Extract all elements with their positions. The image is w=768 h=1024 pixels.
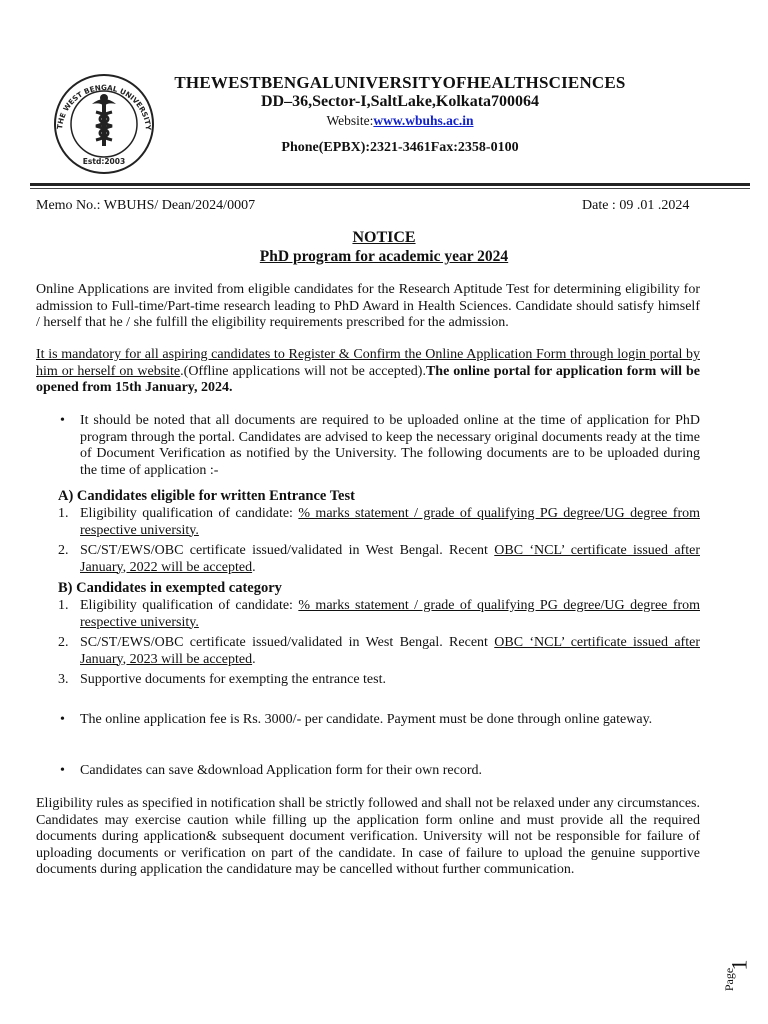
mandatory-paragraph — [36, 347, 700, 397]
list-item-underlined: % marks statement / grade of qualifying PG degree/UG degree from respective university. — [80, 598, 700, 630]
list-number: 2. — [58, 543, 69, 558]
section-b-heading: B) Candidates in exempted category — [58, 580, 282, 596]
header-rule-thin — [30, 188, 750, 189]
header-rule-thick — [30, 183, 750, 186]
list-item-underlined: OBC ‘NCL’ certificate issued after January, 2022 will be accepted — [80, 543, 700, 575]
list-item-underlined: OBC ‘NCL’ certificate issued after January, 2023 will be accepted — [80, 635, 700, 667]
list-item-end: . — [252, 559, 256, 575]
bullet-marker: • — [60, 763, 65, 778]
list-item — [80, 543, 700, 576]
intro-paragraph: Online Applications are invited from eligible candidates for the Research Aptitude Test for determining eligibility for admission to Full-time/Part-time research leading to PhD Award in Health Sciences. Candidate should satisfy himself / herself that he / she fulfill the eligibility requirements prescribed for the admission. — [36, 282, 700, 330]
download-bullet: Candidates can save &download Application form for their own record. — [80, 763, 482, 778]
bullet-marker: • — [60, 413, 65, 428]
list-item-text: Eligibility qualification of candidate: — [80, 598, 299, 613]
list-number: 1. — [58, 598, 69, 613]
memo-number: Memo No.: WBUHS/ Dean/2024/0007 — [36, 198, 256, 213]
page-number: 1 — [726, 959, 752, 971]
seal-estd: Estd:2003 — [82, 157, 126, 166]
documents-bullet: It should be noted that all documents are required to be uploaded online at the time of application for PhD program through the portal. Candidates are advised to keep the necessary original documents ready at the time of Document Verification as notified by the University. The following documents are to be uploaded during the time of application :- — [80, 413, 700, 478]
list-item-end: . — [252, 651, 256, 667]
university-name: THEWESTBENGALUNIVERSITYOFHEALTHSCIENCES — [174, 73, 626, 92]
portal-opening-note: The online portal for application form will be opened from 15th January, 2024. — [36, 363, 701, 395]
notice-heading: NOTICE — [352, 229, 416, 246]
mandatory-text: It is mandatory for all aspiring candidates to Register & Confirm the Online Application Form through login portal by him or herself on website — [36, 347, 700, 379]
memo-date: Date : 09 .01 .2024 — [582, 198, 690, 213]
list-number: 3. — [58, 672, 69, 687]
seal-text: THE WEST BENGAL UNIVERSITY — [55, 82, 154, 131]
website-line — [150, 113, 650, 129]
fee-bullet: The online application fee is Rs. 3000/- per candidate. Payment must be done through online gateway. — [80, 712, 653, 727]
list-item — [80, 672, 700, 689]
university-seal — [52, 72, 156, 176]
list-number: 1. — [58, 506, 69, 521]
list-item — [80, 635, 700, 668]
program-heading: PhD program for academic year 2024 — [259, 248, 509, 265]
list-item-text: Eligibility qualification of candidate: — [80, 506, 299, 521]
phone-fax: Phone(EPBX):2321-3461Fax:2358-0100 — [281, 140, 519, 155]
page-label: Page — [722, 967, 737, 992]
page-number-marker — [724, 958, 754, 1002]
website-link[interactable]: www.wbuhs.ac.in — [373, 113, 474, 128]
eligibility-paragraph: Eligibility rules as specified in notification shall be strictly followed and shall not be relaxed under any circumstances. Candidates may exercise caution while filling up the application form online and must provide all the required documents during application& subsequent document verification. University will not be responsible for failure of uploading documents or verification on part of the candidate. In case of failure to upload the genuine supportive documents during application the candidature may be cancelled without further communication. — [36, 796, 700, 877]
list-item-text: SC/ST/EWS/OBC certificate issued/validated in West Bengal. Recent — [80, 543, 495, 558]
list-item — [80, 506, 700, 539]
section-a-heading: A) Candidates eligible for written Entrance Test — [58, 488, 355, 504]
list-number: 2. — [58, 635, 69, 650]
list-item-text: Supportive documents for exempting the entrance test. — [80, 672, 386, 687]
offline-note: .(Offline applications will not be accepted). — [180, 363, 426, 379]
university-address: DD–36,Sector-I,SaltLake,Kolkata700064 — [260, 93, 540, 110]
list-item — [80, 598, 700, 631]
bullet-marker: • — [60, 712, 65, 727]
list-item-text: SC/ST/EWS/OBC certificate issued/validated in West Bengal. Recent — [80, 635, 495, 650]
list-item-underlined: % marks statement / grade of qualifying PG degree/UG degree from respective university. — [80, 506, 700, 538]
website-label: Website: — [326, 113, 374, 128]
